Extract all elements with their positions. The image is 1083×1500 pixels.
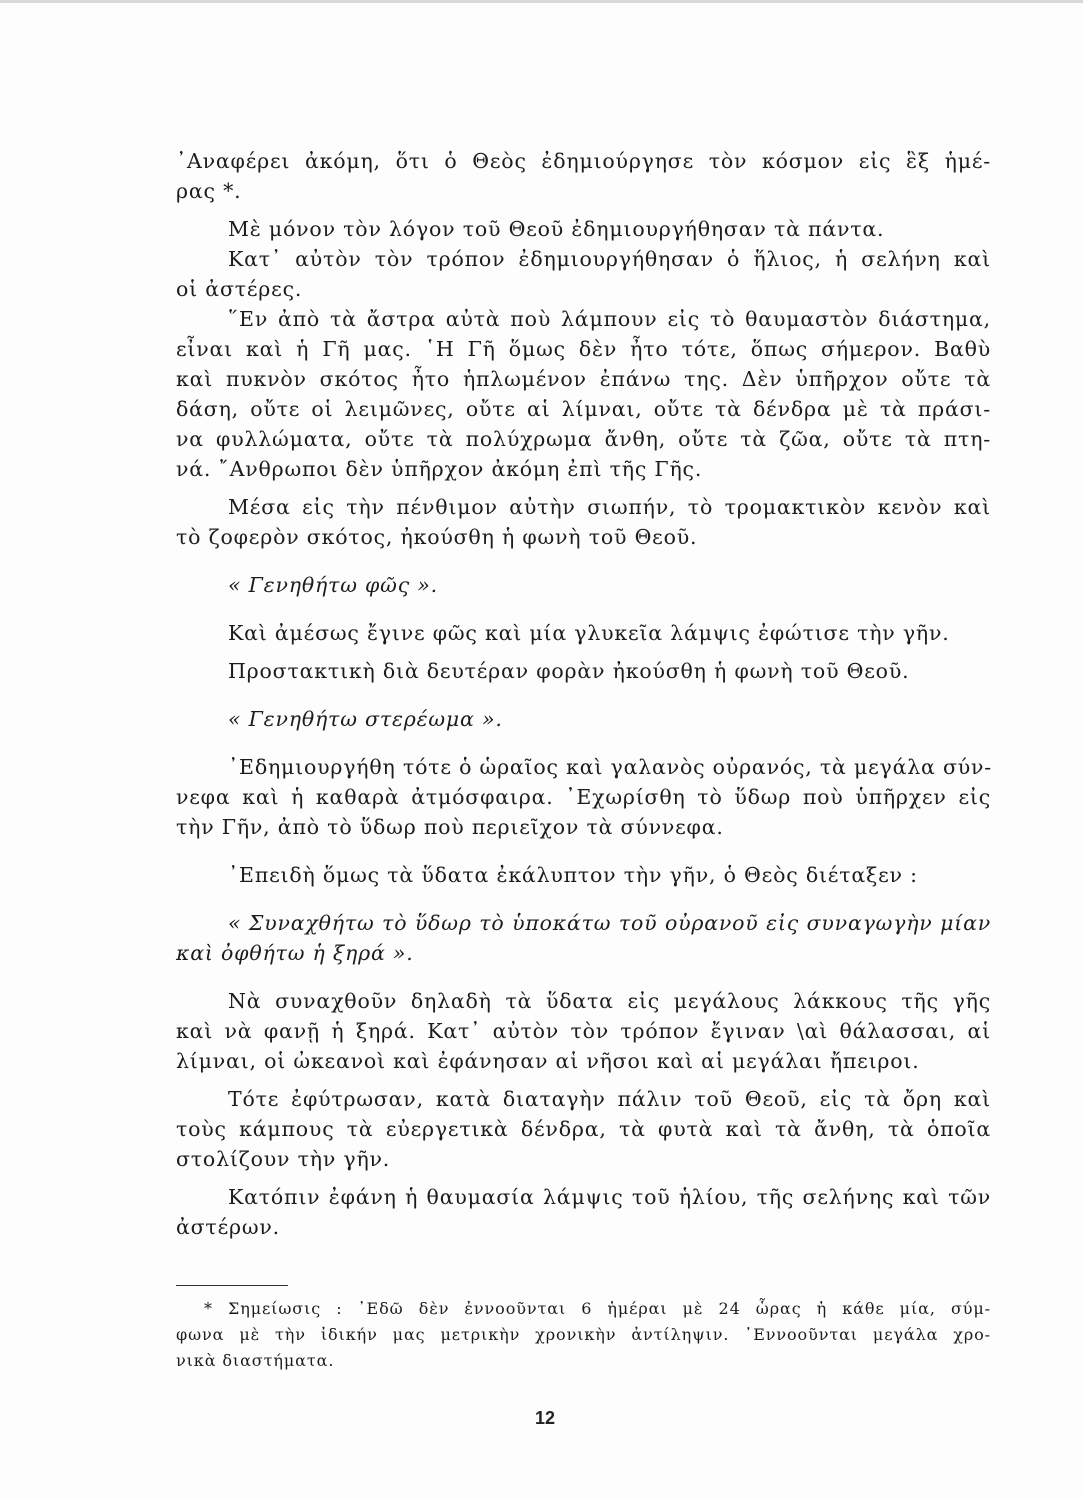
text-line: Κατόπιν ἐφάνη ἡ θαυμασία λάμψις τοῦ ἡλίου, τῆς σελήνης καὶ τῶν — [228, 1185, 991, 1209]
page-number: 12 — [534, 1408, 556, 1428]
page-top-edge — [0, 0, 1083, 3]
text-line: ᾿Εδημιουργήθη τότε ὁ ὡραῖος καὶ γαλανὸς οὐρανός, τὰ μεγάλα σύν- — [228, 755, 993, 779]
text-line: ρας *. — [176, 179, 242, 203]
main-text — [176, 146, 991, 1242]
text-line: νά. ῎Ανθρωποι δὲν ὑπῆρχον ἀκόμη ἐπὶ τῆς Γῆς. — [176, 457, 703, 481]
quote-line: καὶ ὀφθήτω ἡ ξηρά ». — [176, 941, 414, 965]
text-line: Μὲ μόνον τὸν λόγον τοῦ Θεοῦ ἐδημιουργήθησαν τὰ πάντα. — [228, 217, 885, 241]
text-line: ᾿Αναφέρει ἀκόμη, ὅτι ὁ Θεὸς ἐδημιούργησε τὸν κόσμον εἰς ἓξ ἡμέ- — [176, 149, 991, 173]
text-line: ἀστέρων. — [176, 1215, 280, 1239]
text-line: νεφα καὶ ἡ καθαρὰ ἀτμόσφαιρα. ᾿Εχωρίσθη τὸ ὕδωρ ποὺ ὑπῆρχεν εἰς — [176, 785, 991, 809]
text-line: στολίζουν τὴν γῆν. — [176, 1147, 391, 1171]
text-line: καὶ νὰ φανῇ ἡ ξηρά. Κατ᾿ αὐτὸν τὸν τρόπον ἔγιναν \αὶ θάλασσαι, αἱ — [176, 1019, 991, 1043]
text-line: τὸ ζοφερὸν σκότος, ἠκούσθη ἡ φωνὴ τοῦ Θεοῦ. — [176, 525, 698, 549]
text-line: οἱ ἀστέρες. — [176, 277, 303, 301]
footnote-line: * Σημείωσις : ᾿Εδῶ δὲν ἐννοοῦνται 6 ἡμέραι μὲ 24 ὧρας ἡ κάθε μία, σύμ- — [204, 1299, 991, 1318]
quote-line: « Γενηθήτω στερέωμα ». — [228, 707, 503, 731]
text-line: να φυλλώματα, οὔτε τὰ πολύχρωμα ἄνθη, οὔτε τὰ ζῶα, οὔτε τὰ πτη- — [176, 427, 991, 451]
text-line: Καὶ ἀμέσως ἔγινε φῶς καὶ μία γλυκεῖα λάμψις ἐφώτισε τὴν γῆν. — [228, 621, 950, 645]
footnote-divider — [176, 1285, 288, 1286]
text-line: δάση, οὔτε οἱ λειμῶνες, οὔτε αἱ λίμναι, οὔτε τὰ δένδρα μὲ τὰ πράσι- — [176, 397, 991, 421]
footnote-line: νικὰ διαστήματα. — [176, 1351, 335, 1370]
text-line: εἶναι καὶ ἡ Γῆ μας. ῾Η Γῆ ὅμως δὲν ἦτο τότε, ὅπως σήμερον. Βαθὺ — [176, 337, 991, 361]
text-line: τοὺς κάμπους τὰ εὐεργετικὰ δένδρα, τὰ φυτὰ καὶ τὰ ἄνθη, τὰ ὁποῖα — [176, 1117, 991, 1141]
text-line: Μέσα εἰς τὴν πένθιμον αὐτὴν σιωπήν, τὸ τρομακτικὸν κενὸν καὶ — [228, 495, 991, 519]
text-line: καὶ πυκνὸν σκότος ἦτο ἡπλωμένον ἐπάνω της. Δὲν ὑπῆρχον οὔτε τὰ — [176, 367, 991, 391]
text-line: Τότε ἐφύτρωσαν, κατὰ διαταγὴν πάλιν τοῦ Θεοῦ, εἰς τὰ ὄρη καὶ — [228, 1087, 991, 1111]
footnote — [176, 1296, 991, 1374]
quote-line: « Συναχθήτω τὸ ὕδωρ τὸ ὑποκάτω τοῦ οὐρανοῦ εἰς συναγωγὴν μίαν — [228, 911, 991, 935]
text-line: Κατ᾿ αὐτὸν τὸν τρόπον ἐδημιουργήθησαν ὁ ἥλιος, ἡ σελήνη καὶ — [228, 247, 991, 271]
text-line: Νὰ συναχθοῦν δηλαδὴ τὰ ὕδατα εἰς μεγάλους λάκκους τῆς γῆς — [228, 989, 991, 1013]
text-line: τὴν Γῆν, ἀπὸ τὸ ὕδωρ ποὺ περιεῖχον τὰ σύννεφα. — [176, 815, 724, 839]
text-line: λίμναι, οἱ ὠκεανοὶ καὶ ἐφάνησαν αἱ νῆσοι καὶ αἱ μεγάλαι ἤπειροι. — [176, 1049, 920, 1073]
text-line: ᾿Επειδὴ ὅμως τὰ ὕδατα ἐκάλυπτον τὴν γῆν, ὁ Θεὸς διέταξεν : — [228, 863, 918, 887]
quote-line: « Γενηθήτω φῶς ». — [228, 573, 438, 597]
footnote-line: φωνα μὲ τὴν ἰδικήν μας μετρικὴν χρονικὴν ἀντίληψιν. ᾿Εννοοῦνται μεγάλα χρο- — [176, 1325, 991, 1344]
text-line: ῞Εν ἀπὸ τὰ ἄστρα αὐτὰ ποὺ λάμπουν εἰς τὸ θαυμαστὸν διάστημα, — [228, 307, 991, 331]
text-line: Προστακτικὴ διὰ δευτέραν φορὰν ἠκούσθη ἡ φωνὴ τοῦ Θεοῦ. — [228, 659, 910, 683]
